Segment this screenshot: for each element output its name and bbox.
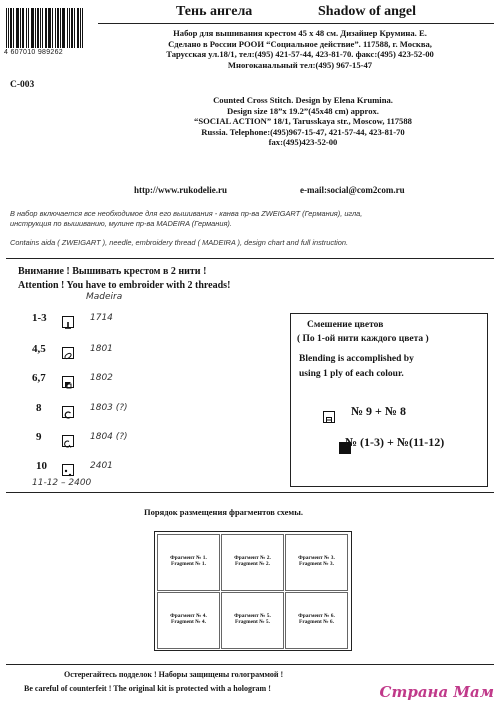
fragments-title: Порядок размещения фрагментов схемы. [144, 507, 303, 517]
threads-brand-header: Madeira [86, 292, 123, 302]
thread-row [32, 402, 152, 416]
thread-number: 4,5 [32, 343, 46, 355]
thread-extra-note: 11-12 – 2400 [32, 478, 92, 488]
blend-formula: № 9 + № 8 [351, 404, 406, 418]
thread-row [32, 372, 152, 386]
fragment-label-ru: Фрагмент № 2. [234, 555, 271, 561]
contents-ru [10, 209, 494, 229]
fragment-cell [157, 534, 220, 591]
divider [6, 258, 494, 259]
symbol-c-icon [62, 406, 74, 418]
header-en [118, 95, 488, 148]
watermark-logo: Страна Мам [379, 683, 494, 701]
fragment-label-ru: Фрагмент № 1. [170, 555, 207, 561]
blending-en-line: Blending is accomplished by [299, 354, 414, 364]
blend-half-icon [323, 411, 335, 423]
thread-number: 6,7 [32, 372, 46, 384]
header-ru-line: Многоканальный тел:(495) 967-15-47 [227, 59, 373, 70]
thread-code: 2401 [90, 461, 113, 471]
fragment-label-en: Fragment № 6. [299, 619, 334, 626]
fragment-cell [285, 592, 348, 649]
contents-en: Contains aida ( ZWEIGART ), needle, embroidery thread ( MADEIRA ), design chart and full instruction. [10, 238, 349, 247]
blending-box [290, 313, 488, 487]
fragment-cell [221, 534, 284, 591]
header-en-line: “SOCIAL ACTION” 18/1, Tarusskaya str., Moscow, 117588 [194, 116, 412, 127]
thread-row [32, 460, 152, 474]
attention-en: Attention ! You have to embroider with 2 threads! [18, 280, 231, 291]
thread-code: 1801 [90, 344, 113, 354]
thread-number: 8 [36, 402, 42, 414]
header-ru-line: Тарусская ул.18/1, тел:(495) 421-57-44, 423-81-70. факс:(495) 423-52-00 [166, 49, 434, 60]
title-en: Shadow of angel [318, 4, 417, 19]
symbol-corner-icon [62, 376, 74, 388]
thread-row [32, 312, 152, 326]
fragment-label-ru: Фрагмент № 3. [298, 555, 335, 561]
divider [6, 492, 494, 493]
thread-row [32, 343, 152, 357]
header-en-line: fax:(495)423-52-00 [268, 137, 338, 148]
thread-number: 10 [36, 460, 47, 472]
thread-code: 1714 [90, 313, 113, 323]
thread-code: 1803 (?) [90, 403, 128, 413]
blending-title: Смешение цветов [307, 320, 384, 330]
divider [6, 664, 494, 665]
thread-code: 1802 [90, 373, 113, 383]
website-link[interactable]: http://www.rukodelie.ru [134, 185, 228, 195]
thread-number: 1-3 [32, 312, 47, 324]
blending-subtitle: ( По 1-ой нити каждого цвета ) [297, 334, 429, 344]
fragment-label-en: Fragment № 4. [171, 619, 206, 626]
symbol-q-icon [62, 435, 74, 447]
product-code: C-003 [10, 80, 35, 90]
fragments-grid [154, 531, 352, 651]
barcode-number: 4 607010 989262 [4, 49, 63, 56]
contents-ru-line: инструкция по вышиванию, мулине пр-ва MADEIRA (Германия). [10, 219, 232, 228]
symbol-leaf-icon [62, 347, 74, 359]
fragment-label-ru: Фрагмент № 5. [234, 613, 271, 619]
header-en-line: Counted Cross Stitch. Design by Elena Krumina. [213, 95, 393, 105]
fragment-label-ru: Фрагмент № 6. [298, 613, 335, 619]
fragment-label-ru: Фрагмент № 4. [170, 613, 207, 619]
fragment-cell [221, 592, 284, 649]
fragment-cell [285, 534, 348, 591]
header-en-line: Russia. Telephone:(495)967-15-47, 421-57-44, 423-81-70 [201, 126, 405, 137]
barcode-bars [6, 8, 90, 48]
header-en-line: Design size 18”x 19.2”(45x48 cm) approx. [227, 105, 379, 116]
title-underline [98, 23, 494, 24]
title-ru: Тень ангела [176, 4, 253, 19]
blend-formula: № (1-3) + №(11-12) [345, 435, 445, 449]
header-ru-line: Сделано в России РООИ “Социальное действие”. 117588, г. Москва, [168, 38, 432, 49]
thread-number: 9 [36, 431, 42, 443]
fragment-cell [157, 592, 220, 649]
attention-ru: Внимание ! Вышивать крестом в 2 нити ! [18, 266, 207, 277]
fragment-label-en: Fragment № 3. [299, 561, 334, 568]
header-ru [104, 28, 496, 70]
contents-ru-line: В набор включается все необходимое для его вышивания - канва пр-ва ZWEIGART (Германия), игла, [10, 209, 363, 218]
header-ru-line: Набор для вышивания крестом 45 х 48 см. Дизайнер Крумина. Е. [173, 28, 427, 38]
blending-en-line: using 1 ply of each colour. [299, 369, 404, 379]
symbol-dots-icon [62, 464, 74, 476]
fragment-label-en: Fragment № 2. [235, 561, 270, 568]
footer-en: Be careful of counterfeit ! The original kit is protected with a hologram ! [24, 684, 271, 693]
symbol-t-icon [62, 316, 74, 328]
thread-code: 1804 (?) [90, 432, 128, 442]
footer-ru: Остерегайтесь подделок ! Наборы защищены голограммой ! [64, 670, 284, 679]
fragment-label-en: Fragment № 5. [235, 619, 270, 626]
thread-row [32, 431, 152, 445]
fragment-label-en: Fragment № 1. [171, 561, 206, 568]
barcode [4, 8, 92, 56]
email-link[interactable]: e-mail:social@com2com.ru [300, 185, 405, 195]
